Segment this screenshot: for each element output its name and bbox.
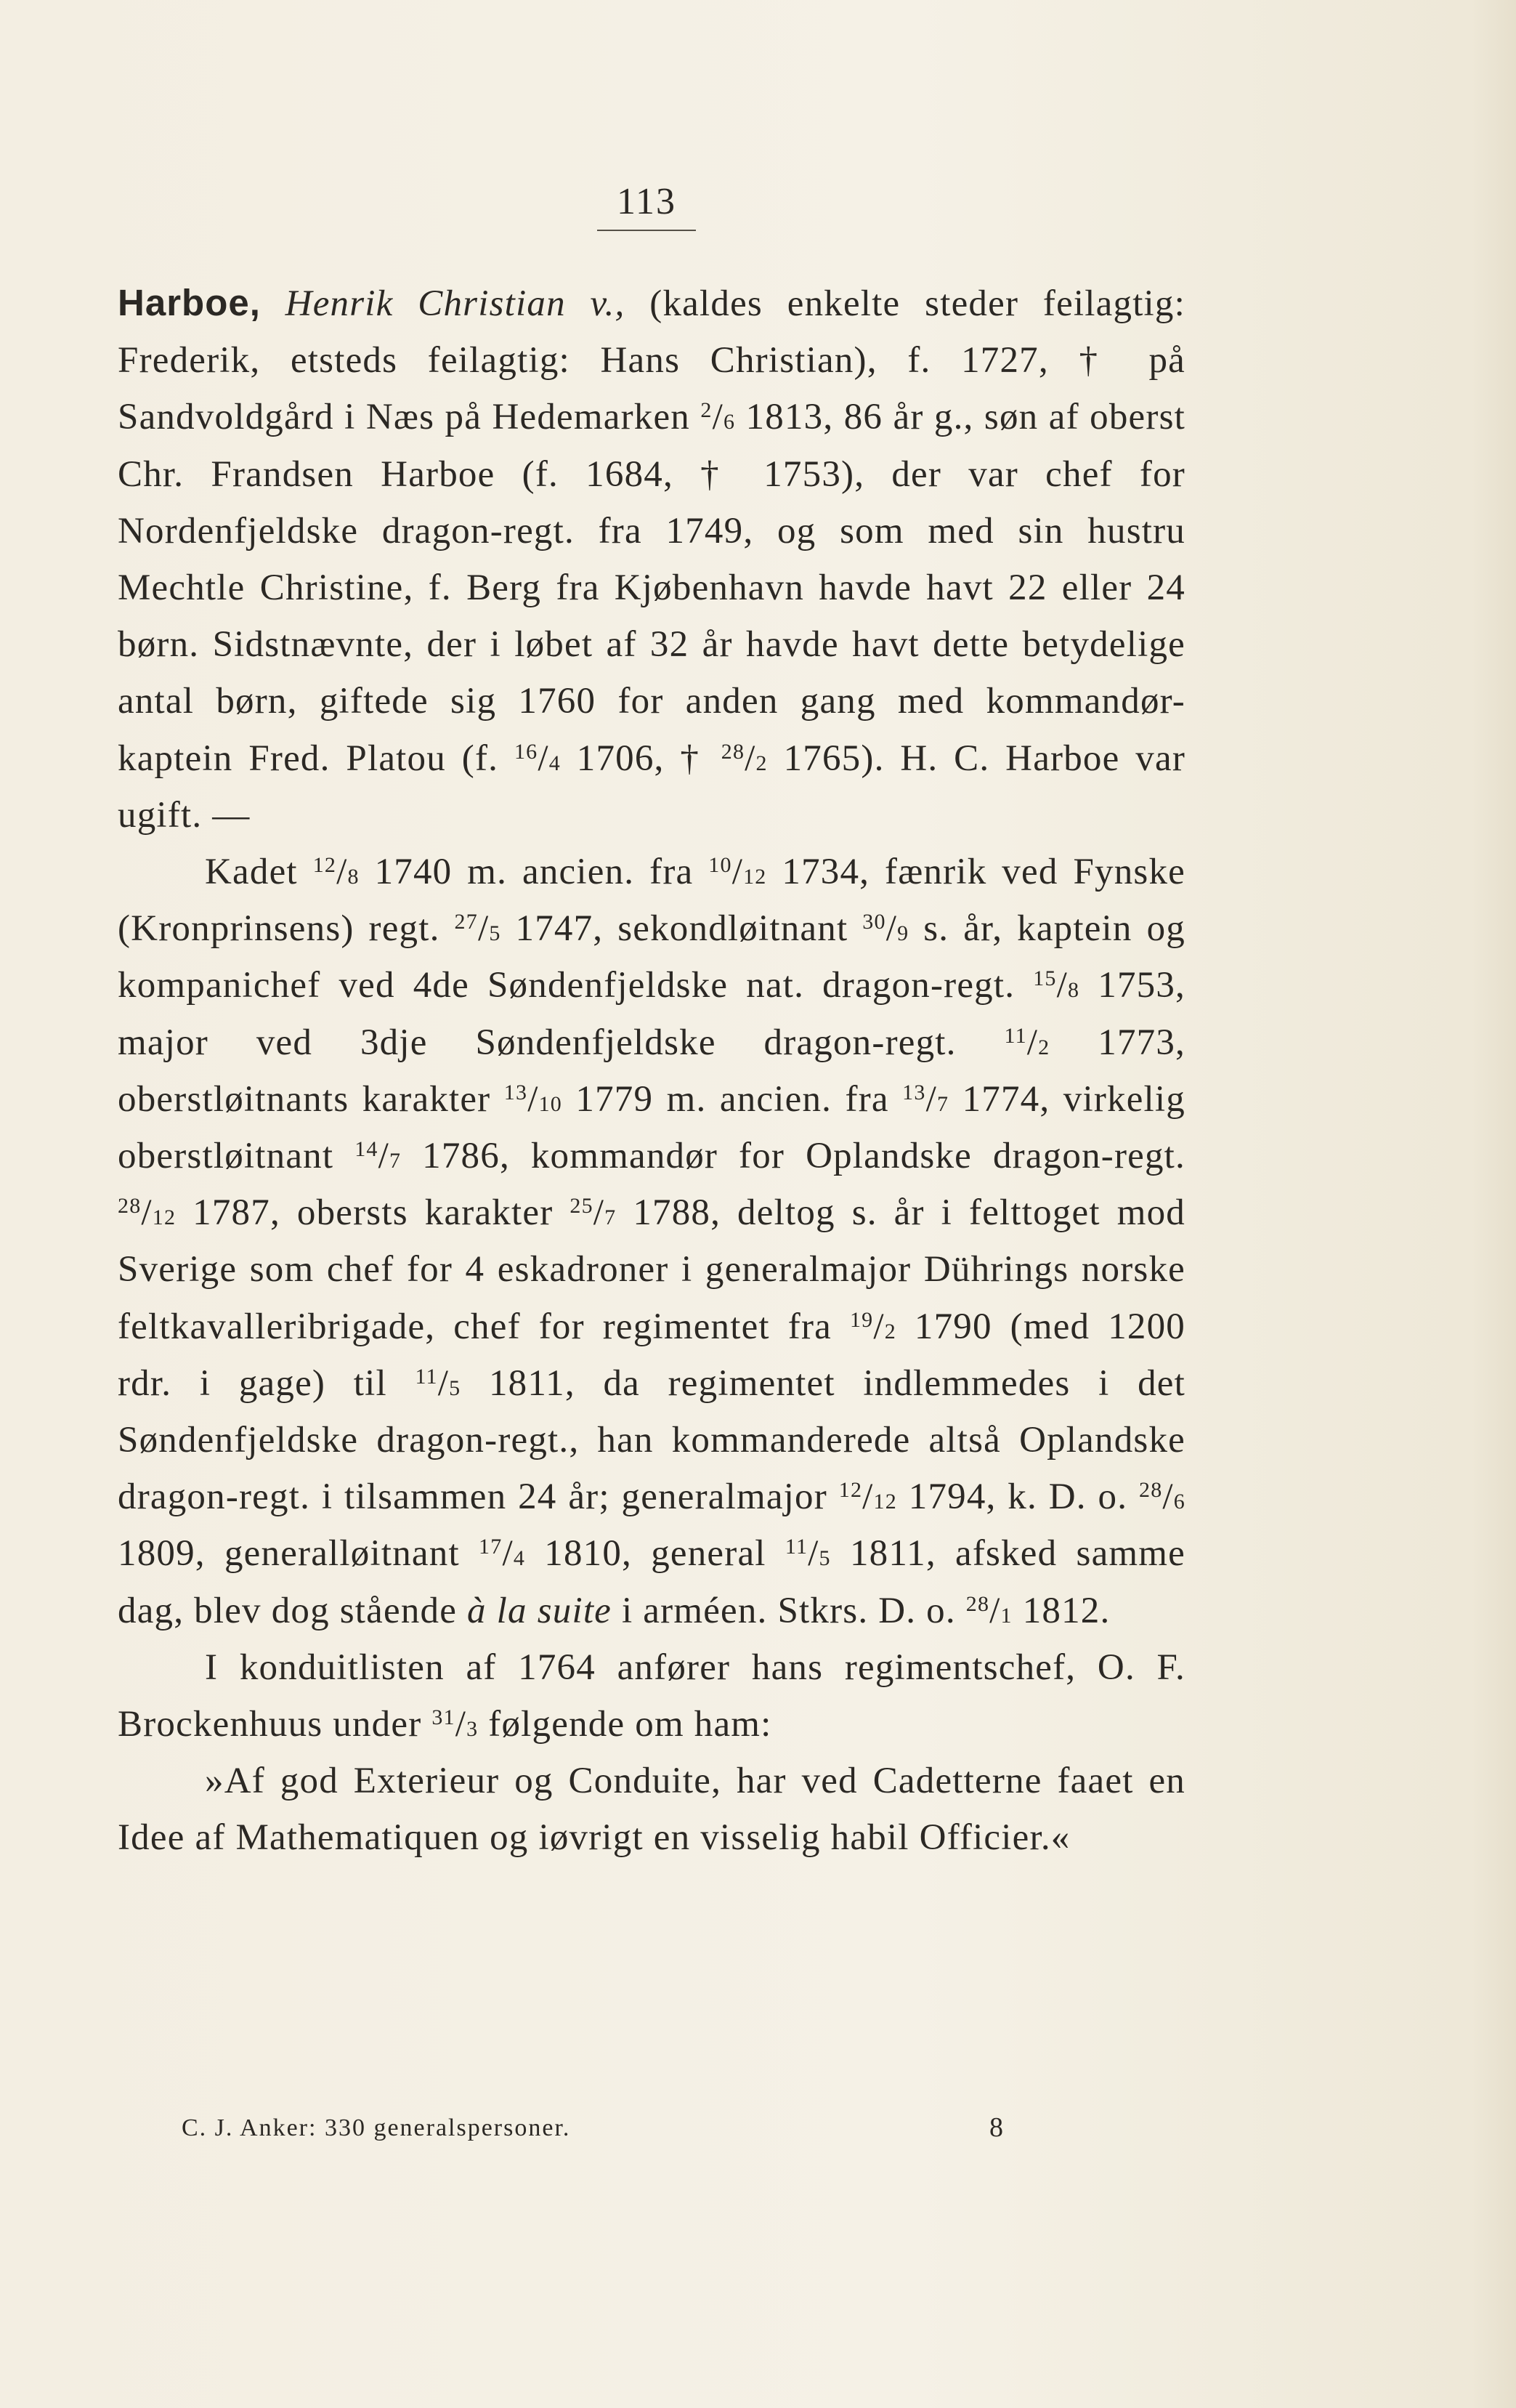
date-fraction-month: 7 — [936, 1091, 949, 1116]
entry-surname: Harboe, — [118, 282, 261, 323]
date-fraction-month: 7 — [389, 1149, 402, 1173]
text-run: 1811, da regimentet indlemmedes i det Søndenfjeldske dragon-regt., han kommanderede altså Oplandske dragon-regt. i tilsammen 24 år; generalmajor — [118, 1362, 1185, 1518]
text-run: 1740 m. ancien. fra — [359, 852, 709, 893]
date-fraction-day: 28 — [721, 739, 745, 764]
date-fraction-day: 12 — [838, 1478, 863, 1503]
date-fraction-day: 11 — [785, 1535, 808, 1559]
signature-mark: 8 — [989, 2112, 1003, 2143]
page-number-rule — [597, 230, 696, 231]
date-fraction-day: 16 — [514, 739, 538, 764]
date-fraction-month: 12 — [743, 865, 767, 889]
date-fraction-month: 3 — [466, 1717, 479, 1742]
text-run: 1790 (med 1200 rdr. i gage) til — [118, 1306, 1185, 1404]
date-fraction-month: 5 — [489, 921, 501, 946]
date-fraction-day: 14 — [354, 1137, 378, 1162]
text-run: 1810, general — [525, 1533, 785, 1575]
date-fraction-day: 31 — [431, 1705, 455, 1730]
text-run: 1779 m. ancien. fra — [562, 1078, 903, 1120]
date-fraction-month: 10 — [538, 1091, 562, 1116]
text-run: (kaldes enkelte steder feilagtig: Frederik, etsteds feilagtig: Hans Christian), f. 1727, † på Sandvoldgård i Næs på Hedemarken — [118, 283, 1185, 438]
date-fraction-day: 15 — [1033, 966, 1057, 991]
page-number: 113 — [616, 181, 677, 222]
date-fraction-day: 25 — [569, 1194, 593, 1219]
text-run: 1774, virkelig oberstløitnant — [118, 1078, 1185, 1177]
text-run: 1706, † — [560, 738, 721, 779]
text-run: 1773, oberstløitnants karakter — [118, 1022, 1185, 1120]
date-fraction-month: 7 — [604, 1205, 617, 1230]
biography-entry — [118, 275, 1185, 1867]
date-fraction-month: 8 — [1068, 978, 1080, 1003]
date-fraction-month: 4 — [513, 1546, 526, 1571]
date-fraction-month: 6 — [1173, 1490, 1185, 1514]
text-run: 1813, 86 år g., søn af oberst Chr. Frandsen Harboe (f. 1684, † 1753), der var chef for Nordenfjeldske dragon-regt. fra 1749, og som med sin hustru Mechtle Christine, f. Berg fra Kjøbenhavn havde havt 22 eller 24 børn. Sidstnævnte, der i løbet af 32 år havde havt dette betydelige antal børn, giftede sig 1760 for anden gang med kommandør-kaptein Fred. Platou (f. — [118, 397, 1185, 779]
text-run: s. år, kaptein og kompanichef ved 4de Søndenfjeldske nat. dragon-regt. — [118, 908, 1185, 1006]
entry-given-names: Henrik Christian v., — [285, 283, 625, 324]
date-fraction-month: 5 — [449, 1375, 461, 1400]
date-fraction-month: 12 — [152, 1205, 177, 1230]
date-fraction-day: 28 — [1139, 1478, 1163, 1503]
date-fraction-day: 13 — [902, 1080, 926, 1104]
date-fraction-day: 11 — [1004, 1023, 1027, 1048]
italic-phrase: à la suite — [467, 1590, 612, 1631]
date-fraction-day: 12 — [312, 853, 337, 878]
text-run: 1794, k. D. o. — [896, 1476, 1140, 1518]
paragraph-conduct-list: I konduitlisten af 1764 anfører hans regimentschef, O. F. Brockenhuus under $^{31}$/3 følgende om ham: — [118, 1647, 1185, 1745]
date-fraction-day: 19 — [849, 1307, 874, 1332]
date-fraction-month: 6 — [723, 410, 736, 435]
date-fraction-month: 12 — [873, 1490, 897, 1514]
text-run: 1734, fænrik ved Fynske (Kronprinsens) regt. — [118, 852, 1185, 950]
text-run: i arméen. Stkrs. D. o. — [612, 1590, 966, 1631]
date-fraction-month: 1 — [1000, 1603, 1013, 1628]
text-run: 1765). H. C. Harboe var ugift. — — [118, 738, 1185, 836]
date-fraction-month: 4 — [548, 751, 561, 775]
text-run: 1753, major ved 3dje Søndenfjeldske dragon-regt. — [118, 965, 1185, 1063]
text-run: 1787, obersts karakter — [176, 1192, 570, 1234]
date-fraction-day: 27 — [454, 910, 478, 934]
paragraph-career: Kadet $^{12}$/8 1740 m. ancien. fra $^{10}$/12 1734, fænrik ved Fynske (Kronprinsens) regt. $^{27}$/5 1747, sekondløitnant $^{30}$/9 s. år, kaptein og kompanichef ved 4de Søndenfjeldske nat. dragon-regt. $^{15}$/8 1753, major ved 3dje Søndenfjeldske dragon-regt. $^{11}$/2 1773, oberstløitnants karakter $^{13}$/10 1779 m. ancien. fra $^{13}$/7 1774, virkelig oberstløitnant $^{14}$/7 1786, kommandør for Oplandske dragon-regt. $^{28}$/12 1787, obersts karakter $^{25}$/7 1788, deltog s. år i felttoget mod Sverige som chef for 4 eskadroner i generalmajor Dührings norske feltkavalleribrigade, chef for regimentet fra $^{19}$/2 1790 (med 1200 rdr. i gage) til $^{11}$/5 1811, da regimentet indlemmedes i det Søndenfjeldske dragon-regt., han kommanderede altså Oplandske dragon-regt. i tilsammen 24 år; generalmajor $^{12}$/12 1794, k. D. o. $^{28}$/6 1809, generalløitnant $^{17}$/4 1810, general $^{11}$/5 1811, afsked samme dag, blev dog stående à la suite i arméen. Stkrs. D. o. $^{28}$/1 1812. — [118, 852, 1185, 1631]
date-fraction-month: 2 — [884, 1319, 896, 1344]
text-run: følgende om ham: — [478, 1704, 772, 1745]
date-fraction-month: 9 — [897, 921, 909, 946]
date-fraction-day: 11 — [415, 1364, 438, 1389]
date-fraction-day: 10 — [708, 853, 732, 878]
text-run: I konduitlisten af 1764 anfører hans regimentschef, O. F. Brockenhuus under — [118, 1647, 1185, 1745]
footer-credit: C. J. Anker: 330 generalspersoner. — [182, 2114, 571, 2141]
date-fraction-day: 2 — [700, 398, 713, 423]
date-fraction-month: 8 — [347, 865, 360, 889]
paragraph-intro: Harboe, Henrik Christian v., (kaldes enkelte steder feilagtig: Frederik, etsteds feilagtig: Hans Christian), f. 1727, † på Sandvoldgård i Næs på Hedemarken $^2$/6 1813, 86 år g., søn af oberst Chr. Frandsen Harboe (f. 1684, † 1753), der var chef for Nordenfjeldske dragon-regt. fra 1749, og som med sin hustru Mechtle Christine, f. Berg fra Kjøbenhavn havde havt 22 eller 24 børn. Sidstnævnte, der i løbet af 32 år havde havt dette betydelige antal børn, giftede sig 1760 for anden gang med kommandør-kaptein Fred. Platou (f. $^{16}$/4 1706, † $^{28}$/2 1765). H. C. Harboe var ugift. — — [118, 282, 1185, 836]
text-run: 1809, generalløitnant — [118, 1533, 479, 1575]
text-run: 1811, afsked samme dag, blev dog stående — [118, 1533, 1185, 1631]
date-fraction-day: 17 — [479, 1535, 503, 1559]
text-run: 1788, deltog s. år i felttoget mod Sverige som chef for 4 eskadroner i generalmajor Dührings norske feltkavalleribrigade, chef for regimentet fra — [118, 1192, 1185, 1347]
date-fraction-day: 13 — [503, 1080, 528, 1104]
text-run: 1747, sekondløitnant — [500, 908, 863, 950]
date-fraction-day: 28 — [118, 1194, 142, 1219]
text-run: Kadet — [205, 852, 313, 893]
date-fraction-month: 2 — [755, 751, 768, 775]
paragraph-quotation: »Af god Exterieur og Conduite, har ved Cadetterne faaet en Idee af Mathematiquen og iøvrigt en visselig habil Officier.« — [118, 1761, 1185, 1859]
date-fraction-month: 2 — [1038, 1035, 1050, 1059]
text-run: 1786, kommandør for Oplandske dragon-regt. — [401, 1136, 1185, 1177]
date-fraction-month: 5 — [819, 1546, 831, 1571]
text-run: 1812. — [1012, 1590, 1111, 1631]
date-fraction-day: 28 — [965, 1591, 990, 1616]
date-fraction-day: 30 — [862, 910, 886, 934]
